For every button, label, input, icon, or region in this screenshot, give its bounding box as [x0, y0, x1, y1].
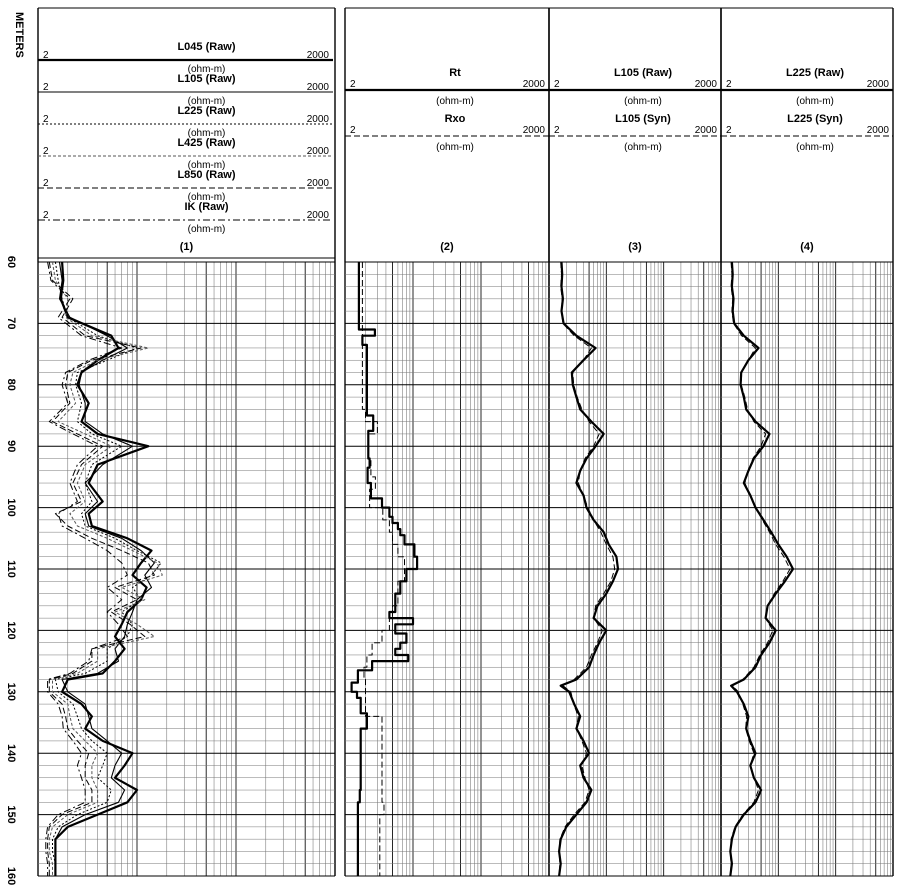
- curve-unit-label: (ohm-m): [436, 96, 474, 107]
- track-number: (3): [628, 241, 642, 253]
- depth-tick-label: 150: [5, 805, 17, 824]
- curve-unit-label: (ohm-m): [796, 96, 834, 107]
- curve-unit-label: (ohm-m): [624, 96, 662, 107]
- curve-name-label: IK (Raw): [184, 201, 229, 213]
- track-number: (2): [440, 241, 454, 253]
- curve-unit-label: (ohm-m): [187, 96, 226, 107]
- curve-unit-label: (ohm-m): [187, 224, 226, 235]
- scale-max-label: 2000: [306, 146, 329, 157]
- scale-max-label: 2000: [306, 82, 329, 93]
- scale-max-label: 2000: [694, 79, 717, 90]
- depth-tick-label: 90: [5, 440, 17, 453]
- depth-axis: [5, 12, 25, 885]
- scale-min-label: 2: [350, 125, 356, 136]
- curve-name-label: L850 (Raw): [177, 169, 236, 181]
- curve-unit-label: (ohm-m): [187, 64, 226, 75]
- scale-max-label: 2000: [522, 79, 545, 90]
- depth-axis-title: METERS: [13, 12, 25, 58]
- curve-name-label: L045 (Raw): [177, 41, 236, 53]
- scale-max-label: 2000: [522, 125, 545, 136]
- curve-name-label: L225 (Syn): [787, 113, 843, 125]
- curve-name-label: L225 (Raw): [785, 67, 845, 79]
- curve-name-label: L105 (Raw): [177, 73, 236, 85]
- scale-min-label: 2: [43, 146, 49, 157]
- scale-min-label: 2: [726, 125, 732, 136]
- depth-tick-label: 130: [5, 682, 17, 701]
- scale-max-label: 2000: [866, 79, 889, 90]
- scale-min-label: 2: [43, 210, 49, 221]
- depth-tick-label: 120: [5, 621, 17, 640]
- curve-name-label: L105 (Raw): [613, 67, 673, 79]
- scale-max-label: 2000: [306, 210, 329, 221]
- curve-unit-label: (ohm-m): [187, 128, 226, 139]
- scale-max-label: 2000: [306, 178, 329, 189]
- curve-name-label: L105 (Syn): [615, 113, 671, 125]
- depth-tick-label: 140: [5, 744, 17, 763]
- track-number: (1): [179, 241, 194, 253]
- log-grid: [38, 262, 893, 876]
- curve-name-label: Rt: [449, 67, 461, 79]
- scale-min-label: 2: [43, 114, 49, 125]
- curve-unit-label: (ohm-m): [187, 192, 226, 203]
- curve-unit-label: (ohm-m): [796, 142, 834, 153]
- track-number: (4): [800, 241, 814, 253]
- scale-min-label: 2: [43, 50, 49, 61]
- curve-unit-label: (ohm-m): [624, 142, 662, 153]
- scale-max-label: 2000: [866, 125, 889, 136]
- scale-max-label: 2000: [694, 125, 717, 136]
- curve-name-label: Rxo: [444, 113, 466, 125]
- curve-unit-label: (ohm-m): [436, 142, 474, 153]
- scale-min-label: 2: [350, 79, 356, 90]
- scale-min-label: 2: [554, 125, 560, 136]
- depth-tick-label: 100: [5, 498, 17, 517]
- track-headers: [38, 41, 893, 253]
- curve-unit-label: (ohm-m): [187, 160, 226, 171]
- depth-tick-label: 80: [5, 378, 17, 391]
- curve-name-label: L425 (Raw): [177, 137, 236, 149]
- curve-name-label: L225 (Raw): [177, 105, 236, 117]
- scale-min-label: 2: [726, 79, 732, 90]
- depth-tick-label: 70: [5, 317, 17, 330]
- scale-min-label: 2: [554, 79, 560, 90]
- scale-max-label: 2000: [306, 50, 329, 61]
- scale-max-label: 2000: [306, 114, 329, 125]
- depth-tick-label: 160: [5, 866, 17, 886]
- depth-tick-label: 60: [5, 255, 17, 269]
- depth-tick-label: 110: [5, 560, 17, 578]
- scale-min-label: 2: [43, 82, 49, 93]
- scale-min-label: 2: [43, 178, 49, 189]
